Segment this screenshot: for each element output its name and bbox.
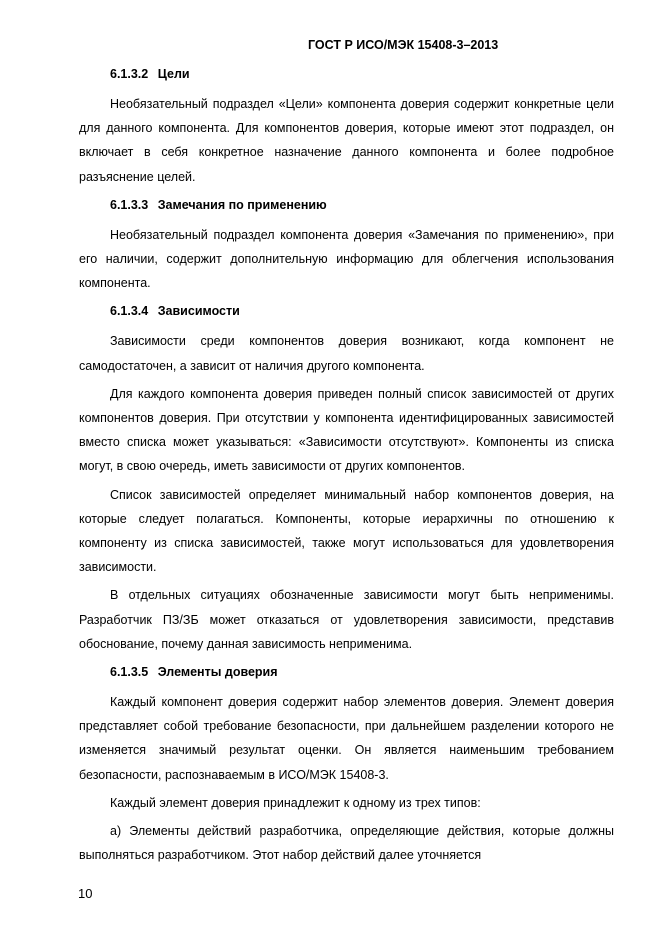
section-heading — [79, 195, 614, 215]
section-number: 6.1.3.5 — [110, 665, 149, 680]
paragraph: а) Элементы действий разработчика, определяющие действия, которые должны выполняться разработчиком. Этот набор действий далее уточняется — [79, 824, 614, 863]
section-title: Зависимости — [157, 304, 240, 319]
section-title: Замечания по применению — [157, 197, 327, 212]
document-body — [79, 64, 614, 867]
paragraph: Необязательный подраздел «Цели» компонента доверия содержит конкретные цели для данного компонента. Для компонентов доверия, которые имеют этот подраздел, он включает в себя конкретное назначение данного компонента и более подробное разъяснение целей. — [79, 97, 614, 184]
section-number: 6.1.3.4 — [110, 304, 149, 319]
section-heading — [79, 301, 614, 321]
section-title: Элементы доверия — [157, 665, 278, 680]
paragraph: В отдельных ситуациях обозначенные зависимости могут быть неприменимы. Разработчик ПЗ/ЗБ может отказаться от удовлетворения зависимости, представив обоснование, почему данная зависимость неприменима. — [79, 588, 614, 651]
section-title: Цели — [157, 67, 190, 81]
paragraph: Необязательный подраздел компонента доверия «Замечания по применению», при его наличии, содержит дополнительную информацию для облегчения использования компонента. — [79, 227, 614, 291]
paragraph: Зависимости среди компонентов доверия возникают, когда компонент не самодостаточен, а зависит от наличия другого компонента. — [79, 334, 614, 373]
section-heading — [79, 662, 614, 682]
section-heading — [79, 64, 614, 84]
page-number: 10 — [78, 886, 93, 901]
paragraph: Каждый элемент доверия принадлежит к одному из трех типов: — [110, 795, 481, 810]
paragraph: Список зависимостей определяет минимальный набор компонентов доверия, на которые следует полагаться. Компоненты, которые иерархичны по отношению к компоненту из списка зависимостей, также могут использоваться для удовлетворения зависимости. — [79, 487, 614, 575]
section-number: 6.1.3.2 — [110, 67, 149, 81]
section-number: 6.1.3.3 — [110, 197, 149, 212]
document-header: ГОСТ Р ИСО/МЭК 15408-3–2013 — [308, 38, 499, 52]
paragraph: Для каждого компонента доверия приведен полный список зависимостей от других компонентов доверия. При отсутствии у компонента идентифицированных зависимостей вместо списка может указываться: «Зависимости отсутствуют». Компоненты из списка могут, в свою очередь, иметь зависимости от других компонентов. — [79, 386, 614, 474]
paragraph: Каждый компонент доверия содержит набор элементов доверия. Элемент доверия представляет собой требование безопасности, при дальнейшем разделении которого не изменяется значимый результат оценки. Он является наименьшим требованием безопасности, распознаваемым в ИСО/МЭК 15408-3. — [79, 695, 614, 782]
